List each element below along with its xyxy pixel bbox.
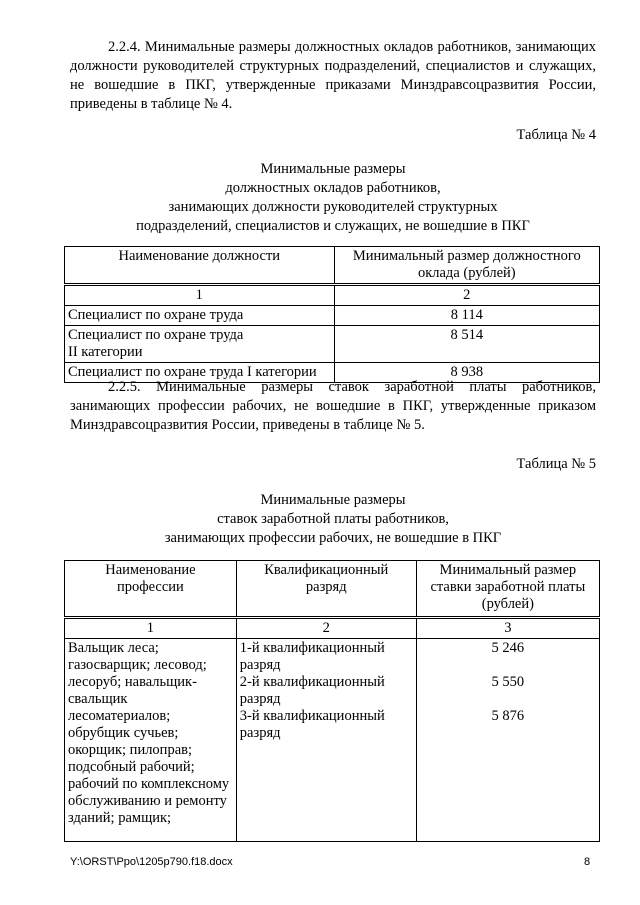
table-header-row (65, 247, 600, 285)
table-5-heading-line: Минимальные размеры (260, 492, 406, 508)
column-header: Квалификационный разряд (236, 561, 416, 618)
column-number: 1 (65, 618, 237, 639)
professions-list: Вальщик леса; газосварщик; лесовод; лесоруб; навальщик-свальщик лесоматериалов; обрубщик сучьев; окорщик; пилоправ; подсобный рабочий; рабочий по комплексному обслуживанию и ремонту зданий; рамщик; (65, 639, 237, 842)
table-row (65, 306, 600, 326)
rate-value: 5 876 (491, 708, 525, 724)
footer-page-number: 8 (584, 856, 591, 868)
column-number: 2 (236, 618, 416, 639)
rank-item: 3-й квалификационный разряд (239, 708, 385, 741)
column-number: 2 (334, 285, 599, 306)
salary-value: 8 114 (334, 306, 599, 326)
column-header: Наименование должности (65, 247, 335, 285)
rate-value: 5 246 (491, 640, 525, 656)
table-4-heading-line: занимающих должности руководителей структурных (168, 199, 498, 215)
table-5-heading (70, 491, 596, 548)
table-4-caption: Таблица № 4 (516, 127, 596, 143)
table-5 (64, 560, 600, 842)
paragraph-2-2-4: 2.2.4. Минимальные размеры должностных окладов работников, занимающих должности руководителей структурных подразделений, специалистов и служащих, не вошедшие в ПКГ, утвержденные приказами Минздравсоцразвития России, приведены в таблице № 4. (70, 39, 596, 112)
table-header-row (65, 561, 600, 618)
column-header: Наименование профессии (65, 561, 237, 618)
column-number-row (65, 285, 600, 306)
column-header: Минимальный размер ставки заработной платы (рублей) (416, 561, 599, 618)
position-name: Специалист по охране труда (65, 306, 335, 326)
table-4-heading-line: должностных окладов работников, (225, 180, 441, 196)
qualification-ranks (236, 639, 416, 842)
table-5-heading-line: занимающих профессии рабочих, не вошедшие в ПКГ (164, 530, 502, 546)
position-name: Специалист по охране труда I категории (65, 363, 335, 383)
table-4-heading (70, 160, 596, 236)
table-5-heading-line: ставок заработной платы работников, (217, 511, 449, 527)
salary-value: 8 514 (334, 326, 599, 363)
column-header: Минимальный размер должностного оклада (рублей) (334, 247, 599, 285)
footer-file-path: Y:\ORST\Ppo\1205p790.f18.docx (70, 856, 233, 868)
table-4-heading-line: подразделений, специалистов и служащих, не вошедшие в ПКГ (136, 218, 530, 234)
rate-values (416, 639, 599, 842)
column-number: 1 (65, 285, 335, 306)
salary-value: 8 938 (334, 363, 599, 383)
table-row (65, 326, 600, 363)
rate-value: 5 550 (491, 674, 525, 690)
table-row (65, 639, 600, 842)
position-name: Специалист по охране труда II категории (65, 326, 335, 363)
column-number: 3 (416, 618, 599, 639)
column-number-row (65, 618, 600, 639)
table-5-caption: Таблица № 5 (516, 456, 596, 472)
paragraph-2-2-5: 2.2.5. Минимальные размеры ставок заработной платы работников, занимающих профессии рабочих, не вошедшие в ПКГ, утвержденные приказом Минздравсоцразвития России, приведены в таблице № 5. (70, 379, 596, 433)
table-4 (64, 246, 600, 383)
rank-item: 2-й квалификационный разряд (239, 674, 385, 707)
rank-item: 1-й квалификационный разряд (239, 640, 385, 673)
table-4-heading-line: Минимальные размеры (260, 161, 406, 177)
